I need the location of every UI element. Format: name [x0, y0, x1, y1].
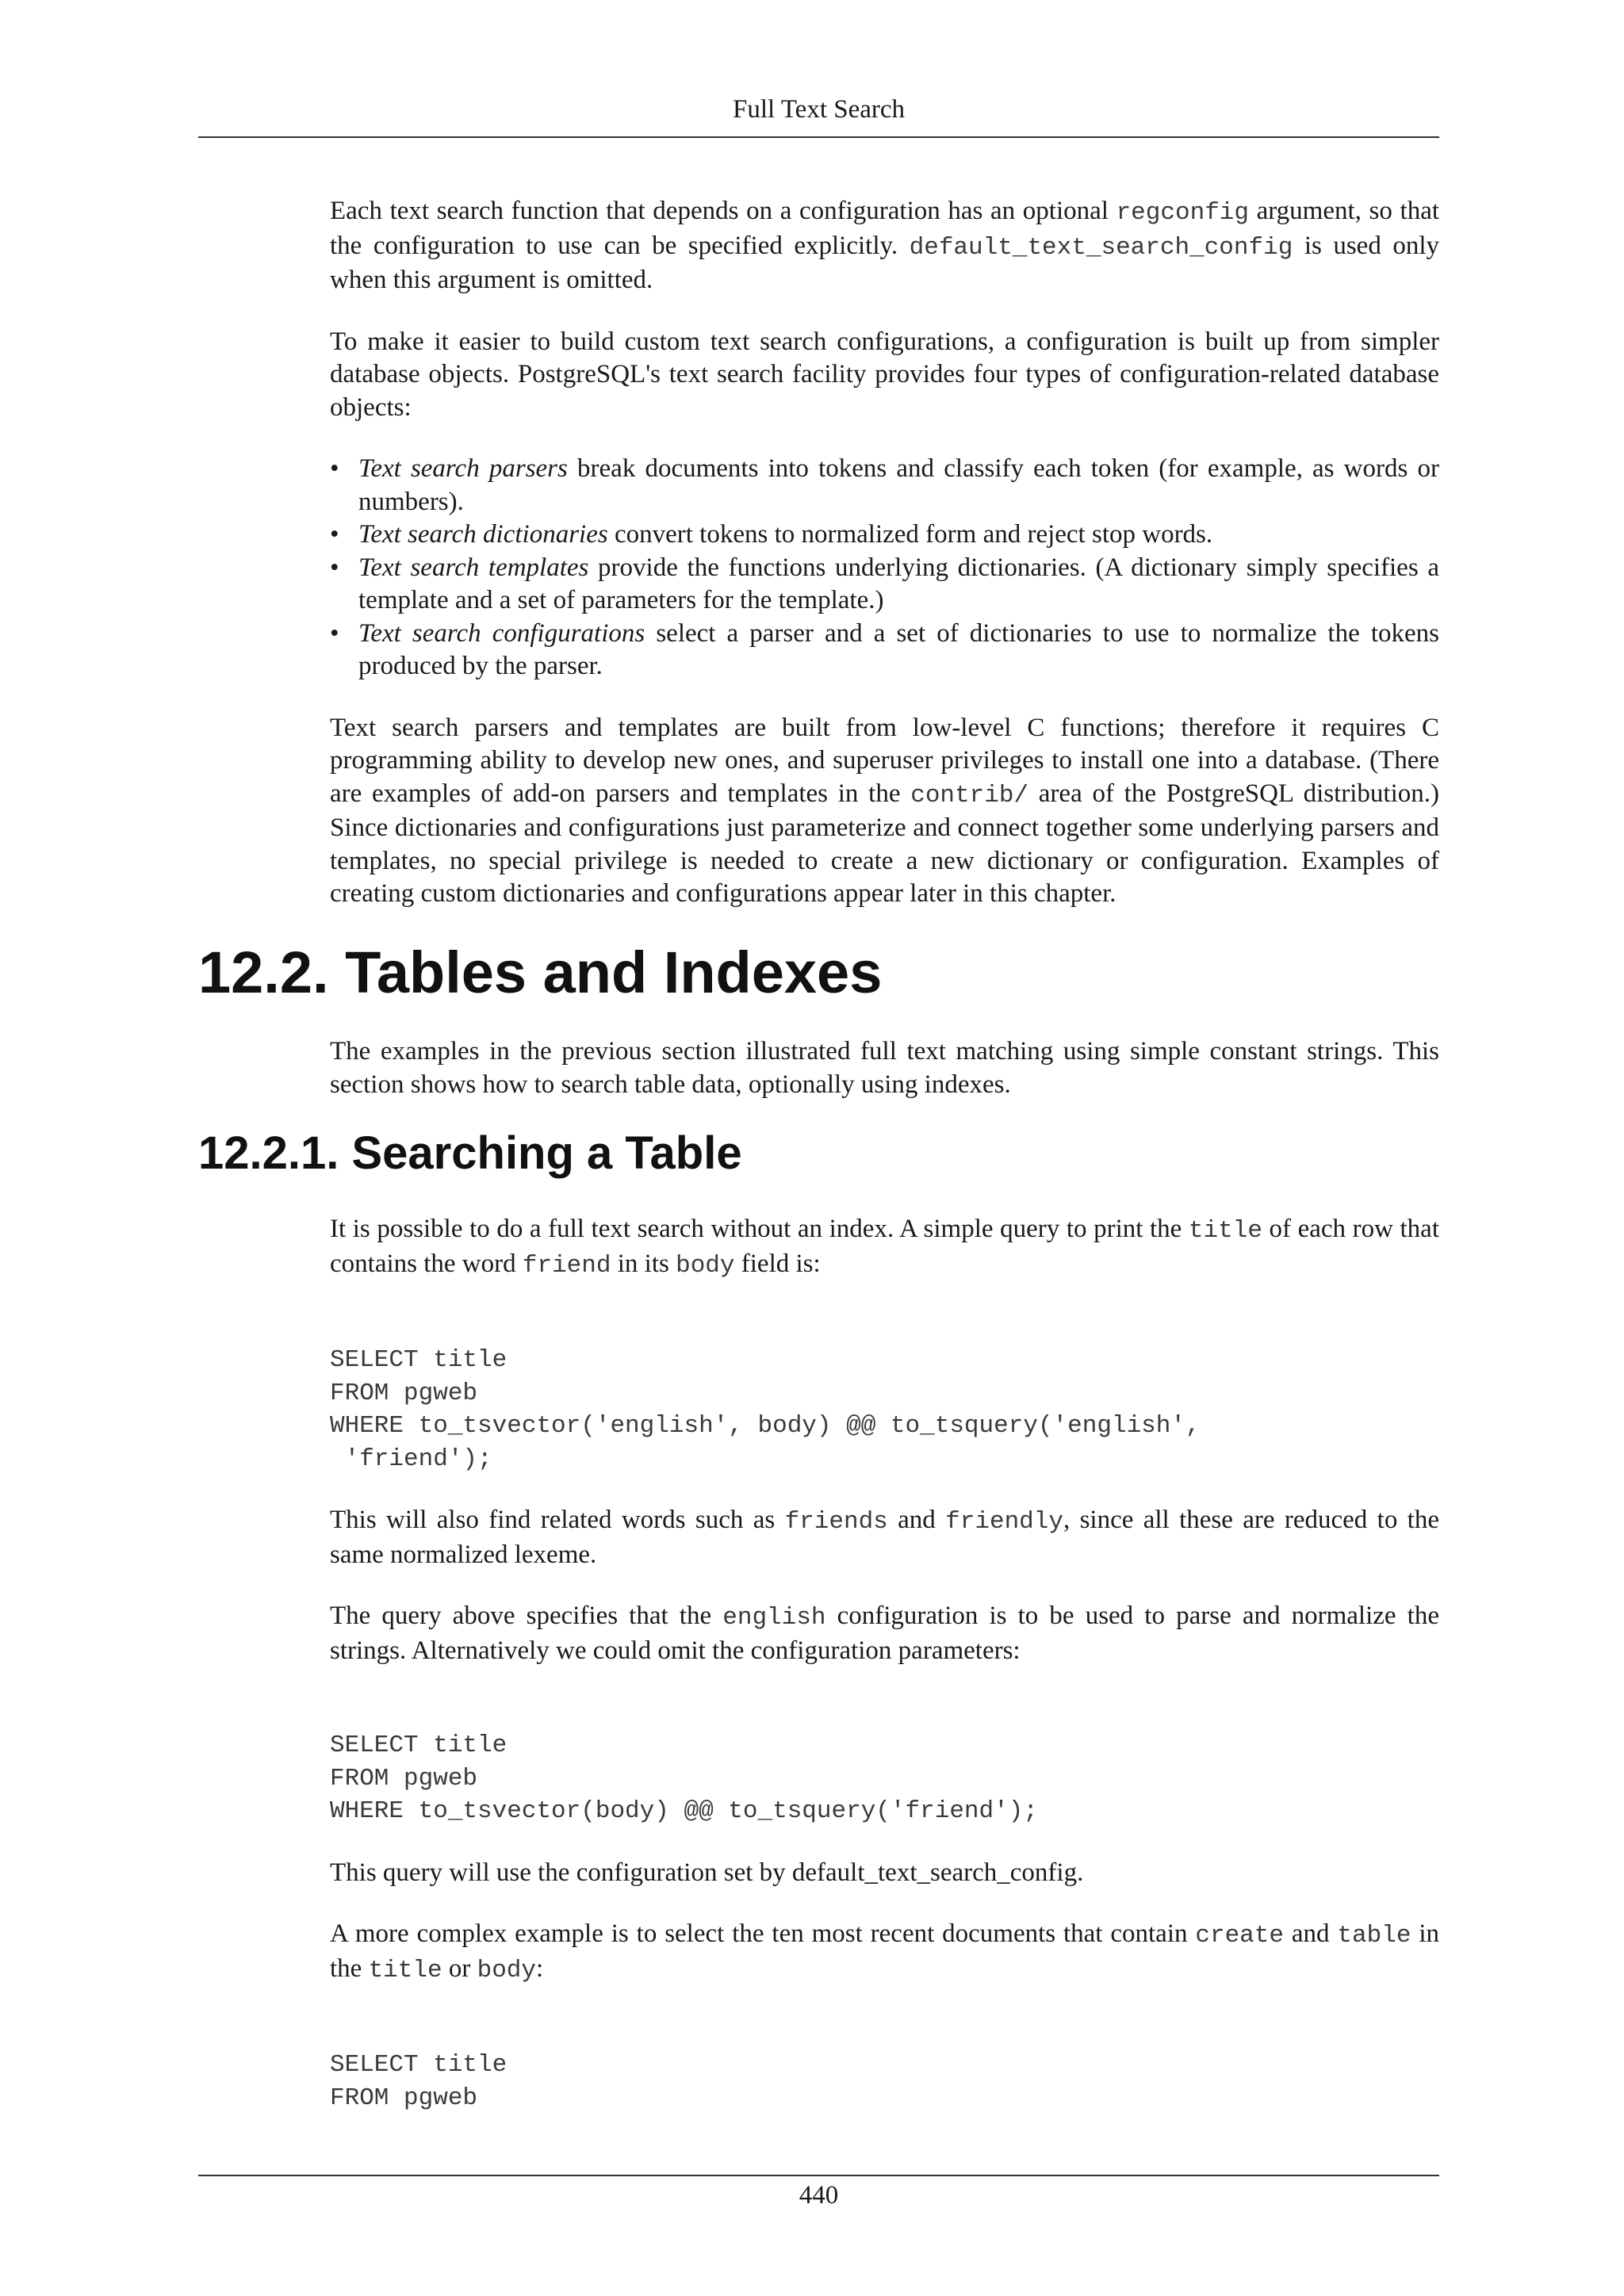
inline-code: default_text_search_config [909, 233, 1293, 262]
list-item [330, 618, 1439, 683]
text-run: field is: [734, 1249, 821, 1278]
text-run: It is possible to do a full text search without an index. A simple query to print the [330, 1215, 1189, 1243]
inline-code: regconfig [1116, 199, 1250, 227]
text-run: The query above specifies that the [330, 1601, 723, 1630]
subsection-heading: 12.2.1. Searching a Table [198, 1127, 742, 1179]
text-run: or [442, 1954, 477, 1983]
inline-code: title [368, 1956, 442, 1984]
code-example: SELECT title FROM pgweb [330, 2051, 508, 2112]
paragraph-regconfig [330, 195, 1439, 297]
paragraph-parsers-templates [330, 712, 1439, 911]
bullet-marker: • [330, 520, 339, 549]
object-type-list [330, 453, 1439, 683]
paragraph-config-omit [330, 1600, 1439, 1667]
list-term: Text search dictionaries [358, 520, 608, 549]
section-heading: 12.2. Tables and Indexes [198, 939, 883, 1005]
paragraph-config-objects: To make it easier to build custom text search configurations, a configuration is built up from simpler database objects. PostgreSQL's text search facility provides four types of configuration-related database objects: [330, 327, 1439, 422]
list-term: Text search parsers [358, 454, 568, 483]
page-number: 440 [799, 2181, 839, 2210]
text-run: This will also find related words such as [330, 1506, 785, 1534]
list-item [330, 552, 1439, 618]
text-run: Each text search function that depends on a configuration has an optional [330, 197, 1116, 225]
text-run: of each row that contains the word [330, 1215, 1439, 1278]
text-run: in the [330, 1919, 1439, 1983]
list-text: convert tokens to normalized form and reject stop words. [607, 520, 1213, 549]
inline-code: table [1337, 1922, 1411, 1950]
list-text: break documents into tokens and classify each token (for example, as words or numbers). [358, 454, 1439, 516]
inline-code: friendly [945, 1508, 1063, 1536]
list-item [330, 453, 1439, 519]
inline-code: body [477, 1956, 537, 1984]
bullet-marker: • [330, 618, 339, 648]
paragraph-complex-example [330, 1918, 1439, 1987]
section-12-2-content [330, 1035, 1439, 1130]
text-run: A more complex example is to select the ten most recent documents that contain [330, 1919, 1196, 1948]
bullet-marker: • [330, 454, 339, 483]
text-run: , since all these are reduced to the same normalized lexeme. [330, 1506, 1439, 1569]
paragraph-related-words [330, 1504, 1439, 1571]
text-run: and [887, 1506, 946, 1534]
text-run: : [536, 1954, 544, 1983]
list-text: select a parser and a set of dictionaries to use to normalize the tokens produced by the parser. [358, 618, 1439, 680]
intro-content [330, 195, 1439, 939]
text-run: and [1284, 1919, 1338, 1948]
section-12-2-1-content [330, 1213, 1439, 2143]
list-term: Text search templates [358, 553, 589, 582]
text-run: Text search parsers and templates are built from low-level C functions; therefore it requires C programming ability to develop new ones, and superuser privileges to install one into a database. (There are examples of add-on parsers and templates in the [330, 713, 1439, 808]
inline-code: body [676, 1251, 735, 1280]
inline-code: friend [522, 1251, 611, 1280]
list-text: provide the functions underlying dictionaries. (A dictionary simply specifies a template and a set of parameters for the template.) [358, 553, 1439, 614]
header-rule [198, 136, 1439, 138]
inline-code: english [722, 1604, 826, 1632]
code-example: SELECT title FROM pgweb WHERE to_tsvector(body) @@ to_tsquery('friend'); [330, 1732, 1038, 1825]
text-run: area of the PostgreSQL distribution.) Since dictionaries and configurations just parameterize and connect together some underlying parsers and templates, no special privilege is needed to create a new dictionary or configuration. Examples of creating custom dictionaries and configurations appear later in this chapter. [330, 779, 1440, 908]
text-run: configuration is to be used to parse and normalize the strings. Alternatively we could omit the configuration parameters: [330, 1601, 1439, 1665]
inline-code: title [1188, 1217, 1262, 1245]
paragraph-tables-intro: The examples in the previous section illustrated full text matching using simple constant strings. This section shows how to search table data, optionally using indexes. [330, 1037, 1439, 1099]
paragraph-searching [330, 1213, 1439, 1282]
code-example: SELECT title FROM pgweb WHERE to_tsvector('english', body) @@ to_tsquery('english', 'friend'); [330, 1346, 1201, 1473]
text-run: argument, so that the configuration to use can be specified explicitly. [330, 197, 1440, 260]
inline-code: contrib/ [910, 781, 1029, 809]
text-run: in its [611, 1249, 676, 1278]
running-header: Full Text Search [732, 95, 906, 124]
list-term: Text search configurations [358, 618, 645, 648]
footer-rule [198, 2175, 1439, 2176]
list-item [330, 519, 1439, 552]
inline-code: friends [784, 1508, 888, 1536]
inline-code: create [1195, 1922, 1284, 1950]
text-run: is used only when this argument is omitted. [330, 231, 1440, 294]
bullet-marker: • [330, 553, 339, 582]
paragraph-default-config: This query will use the configuration set by default_text_search_config. [330, 1858, 1084, 1887]
